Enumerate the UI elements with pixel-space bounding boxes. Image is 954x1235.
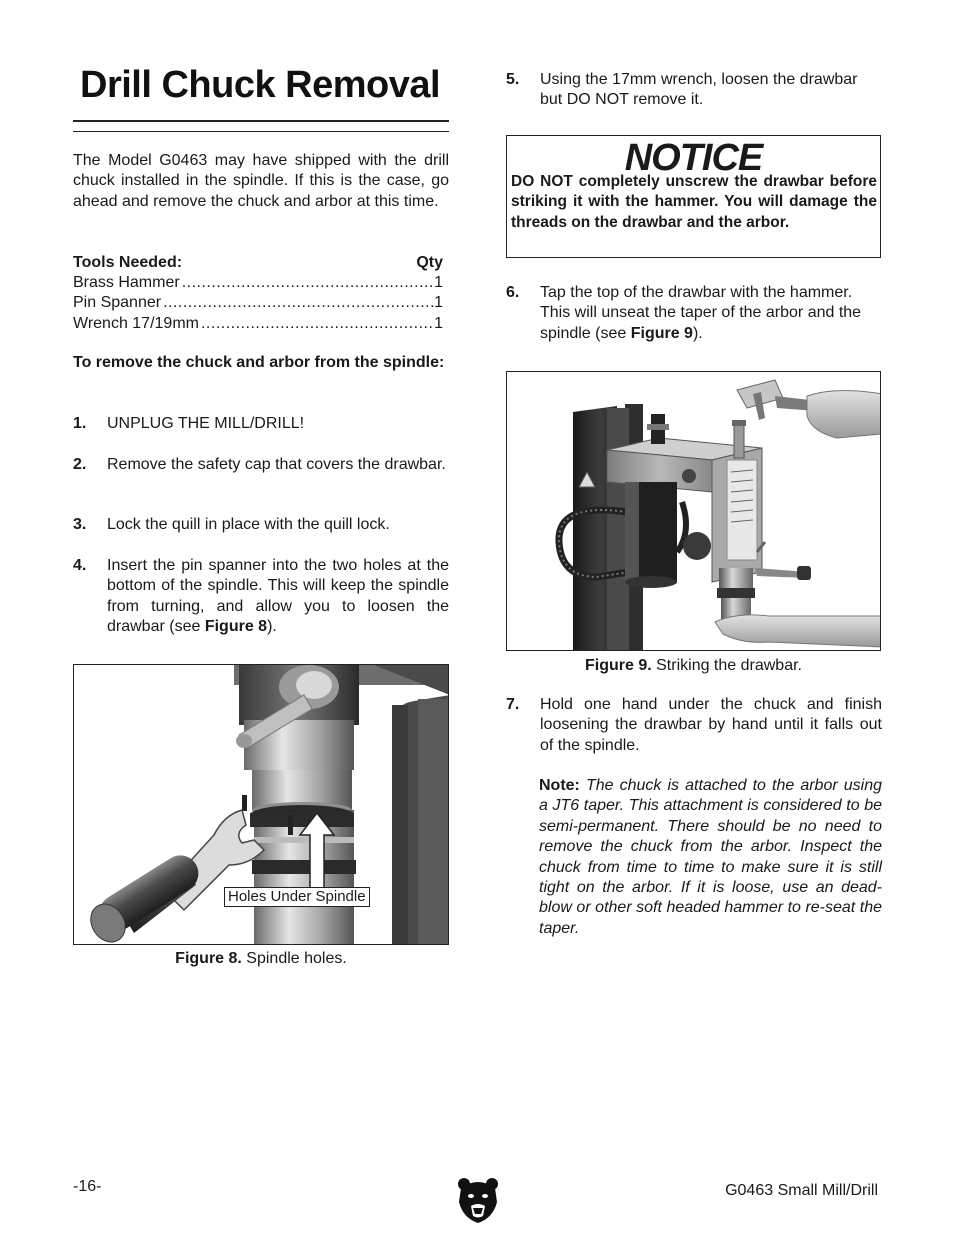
step-text-part: Tap the top of the drawbar with the hammer. This will unseat the taper of the arbor and the spindle (see [540, 284, 862, 342]
figure-9-caption [506, 656, 881, 676]
tool-qty: 1 [434, 315, 443, 332]
intro-paragraph: The Model G0463 may have shipped with the drill chuck installed in the spindle. If this is the case, go ahead and remove the chuck and arbor at this time. [73, 152, 449, 210]
remove-heading: To remove the chuck and arbor from the spindle: [73, 354, 445, 371]
step-number: 1. [73, 415, 87, 432]
notice-box [506, 135, 881, 258]
tools-header-label: Tools Needed: [73, 254, 183, 271]
notice-body: DO NOT completely unscrew the drawbar before striking it with the hammer. You will damage the threads on the drawbar and the arbor. [511, 173, 877, 231]
tool-name: Pin Spanner [73, 294, 162, 311]
step-number: 6. [506, 284, 520, 301]
figure-label: Figure 8. [175, 950, 242, 967]
step-text: Hold one hand under the chuck and finish loosening the drawbar by hand until it falls out of the spindle. [540, 696, 882, 754]
step-number: 5. [506, 71, 520, 88]
note-paragraph [539, 776, 882, 939]
tools-qty-header: Qty [416, 254, 443, 271]
notice-title: NOTICE [624, 137, 763, 179]
footer-model: G0463 Small Mill/Drill [725, 1182, 878, 1199]
figure-9-illustration [507, 372, 881, 651]
step-text: Lock the quill in place with the quill lock. [107, 516, 390, 533]
figure-8-spindle-holes [73, 664, 449, 945]
tool-row [73, 293, 443, 313]
figure-label: Figure 9. [585, 657, 652, 674]
figure-reference: Figure 9 [630, 324, 693, 342]
title-rule [73, 120, 449, 122]
step-number: 3. [73, 516, 87, 533]
page-number: -16- [73, 1178, 102, 1195]
page-title: Drill Chuck Removal [80, 64, 441, 106]
figure-8-caption [73, 949, 449, 969]
callout-holes-under-spindle: Holes Under Spindle [224, 887, 370, 907]
step-text [107, 556, 449, 638]
step-text [540, 283, 882, 344]
step-text: Using the 17mm wrench, loosen the drawbar but DO NOT remove it. [540, 71, 858, 109]
tool-row [73, 314, 443, 334]
tools-header [73, 253, 443, 273]
tool-qty: 1 [434, 274, 443, 291]
step-text-part: ). [692, 324, 703, 342]
tool-qty: 1 [434, 294, 443, 311]
figure-caption-text: Spindle holes. [241, 950, 347, 967]
step-text-part: Insert the pin spanner into the two holes at the bottom of the spindle. This will keep the spindle from turning, and allow you to loosen the drawbar (see [107, 557, 449, 636]
tool-name: Wrench 17/19mm [73, 315, 199, 332]
step-text-part: ). [267, 618, 277, 636]
tool-row [73, 273, 443, 293]
note-text: The chuck is attached to the arbor using a JT6 taper. This attachment is considered to be semi-permanent. There should be no need to remove the chuck from the arbor. Inspect the chuck from time to time to make sure it is still tight on the arbor. If it is loose, use an dead-blow or other soft headed hammer to re-seat the taper. [539, 777, 882, 937]
step-text: Remove the safety cap that covers the drawbar. [107, 456, 446, 473]
step-number: 4. [73, 557, 87, 574]
step-number: 2. [73, 456, 87, 473]
title-rule-thin [73, 131, 449, 132]
bear-head-logo-icon [457, 1176, 499, 1224]
figure-reference: Figure 8 [204, 618, 268, 636]
figure-9-striking-drawbar [506, 371, 881, 651]
note-label: Note: [539, 777, 580, 794]
step-text: UNPLUG THE MILL/DRILL! [107, 415, 305, 432]
figure-caption-text: Striking the drawbar. [651, 657, 802, 674]
step-number: 7. [506, 696, 520, 713]
tool-name: Brass Hammer [73, 274, 180, 291]
